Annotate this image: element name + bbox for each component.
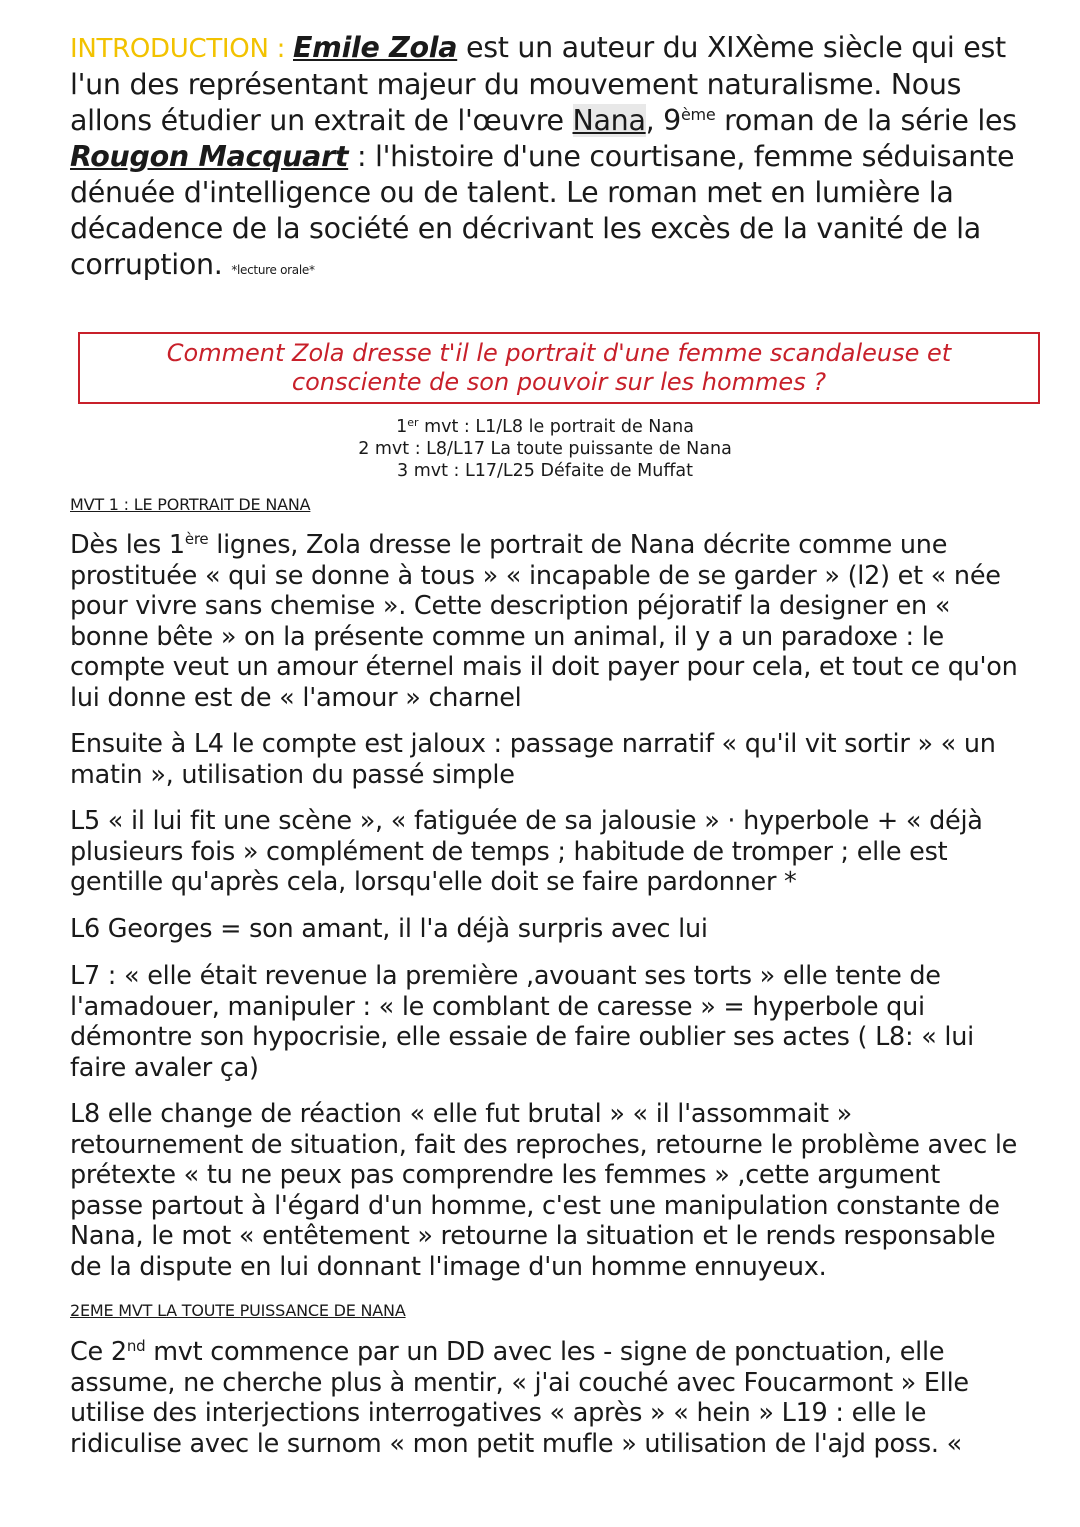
mvt1-paragraph-4: L6 Georges = son amant, il l'a déjà surpris avec lui xyxy=(70,914,708,944)
mvt1-paragraph-3: L5 « il lui fit une scène », « fatiguée de sa jalousie » · hyperbole + « déjà plusieurs fois » complément de temps ; habitude de tromper ; elle est gentille qu'après cela, lorsqu'elle doit se faire pardonner * xyxy=(70,806,983,897)
mvt1-p1-start: Dès les 1 xyxy=(70,530,185,560)
introduction-separator: : xyxy=(268,34,293,64)
mvt2-p1-start: Ce 2 xyxy=(70,1337,127,1367)
mvt2-paragraph-1 xyxy=(70,1337,1020,1459)
mvt1-p1-rest: lignes, Zola dresse le portrait de Nana décrite comme une prostituée « qui se donne à tous » « incapable de se garder » (l2) et « née pour vivre sans chemise ». Cette description péjoratif la designer en « bonne bête » on la présente comme un animal, il y a un paradoxe : le compte veut un amour éternel mais il doit payer pour cela, et tout ce qu'on lui donne est de « l'amour » charnel xyxy=(70,530,1018,713)
problematic-line-1: Comment Zola dresse t'il le portrait d'une femme scandaleuse et xyxy=(166,339,952,367)
plan-item-1-superscript: er xyxy=(407,416,419,429)
problematic-box xyxy=(78,332,1040,404)
document-page xyxy=(70,30,1020,1459)
author-name: Emile Zola xyxy=(293,31,458,64)
mvt1-paragraph-1 xyxy=(70,530,1020,713)
intro-text-4: : l'histoire d'une courtisane, femme séduisante dénuée d'intelligence ou de talent. Le roman met en lumière la décadence de la société en décrivant les excès de la vanité de la corruption. xyxy=(70,140,1015,281)
introduction-label: INTRODUCTION xyxy=(70,34,269,64)
intro-text-3: roman de la série les xyxy=(715,104,1017,137)
mvt1-paragraph-6: L8 elle change de réaction « elle fut brutal » « il l'assommait » retournement de situation, fait des reproches, retourne le problème avec le prétexte « tu ne peux pas comprendre les femmes » ,cette argument passe partout à l'égard d'un homme, c'est une manipulation constante de Nana, le mot « entêtement » retourne la situation et le rends responsable de la dispute en lui donnant l'image d'un homme ennuyeux. xyxy=(70,1099,1018,1282)
problematic-question xyxy=(167,339,951,397)
section-heading-mvt2: 2EME MVT LA TOUTE PUISSANCE DE NANA xyxy=(70,1301,406,1320)
problematic-line-2: consciente de son pouvoir sur les hommes ? xyxy=(291,368,827,396)
plan-item-2: 2 mvt : L8/L17 La toute puissante de Nana xyxy=(358,439,732,459)
mvt2-p1-rest: mvt commence par un DD avec les - signe de ponctuation, elle assume, ne cherche plus à mentir, « j'ai couché avec Foucarmont » Elle utilise des interjections interrogatives « après » « hein » L19 : elle le ridiculise avec le surnom « mon petit mufle » utilisation de l'ajd poss. « xyxy=(70,1337,969,1459)
mvt1-p1-superscript: ère xyxy=(184,530,209,548)
intro-text-2: , 9 xyxy=(645,104,681,137)
plan-item-1 xyxy=(70,416,1020,438)
mvt2-p1-superscript: nd xyxy=(126,1337,146,1355)
mvt1-paragraph-5: L7 : « elle était revenue la première ,avouant ses torts » elle tente de l'amadouer, manipuler : « le comblant de caresse » = hyperbole qui démontre son hypocrisie, elle essaie de faire oublier ses actes ( L8: « lui faire avaler ça) xyxy=(70,961,975,1083)
book-title: Nana xyxy=(572,104,646,137)
plan-item-1-text: mvt : L1/L8 le portrait de Nana xyxy=(418,417,694,437)
mvt1-paragraph-2: Ensuite à L4 le compte est jaloux : passage narratif « qu'il vit sortir » « un matin », utilisation du passé simple xyxy=(70,729,996,790)
plan-item-1-number: 1 xyxy=(396,417,408,437)
reading-note: *lecture orale* xyxy=(231,263,315,277)
introduction-paragraph xyxy=(70,30,1020,288)
intro-text-1: est un auteur du XIXème siècle qui est l'un des représentant majeur du mouvement naturalisme. Nous allons étudier un extrait de l'œuvre xyxy=(70,31,1006,137)
section-heading-mvt1: MVT 1 : LE PORTRAIT DE NANA xyxy=(70,495,311,514)
series-title: Rougon Macquart xyxy=(70,140,349,173)
plan-item-3: 3 mvt : L17/L25 Défaite de Muffat xyxy=(397,461,693,481)
intro-superscript: ème xyxy=(680,105,716,124)
movement-plan xyxy=(70,416,1020,482)
